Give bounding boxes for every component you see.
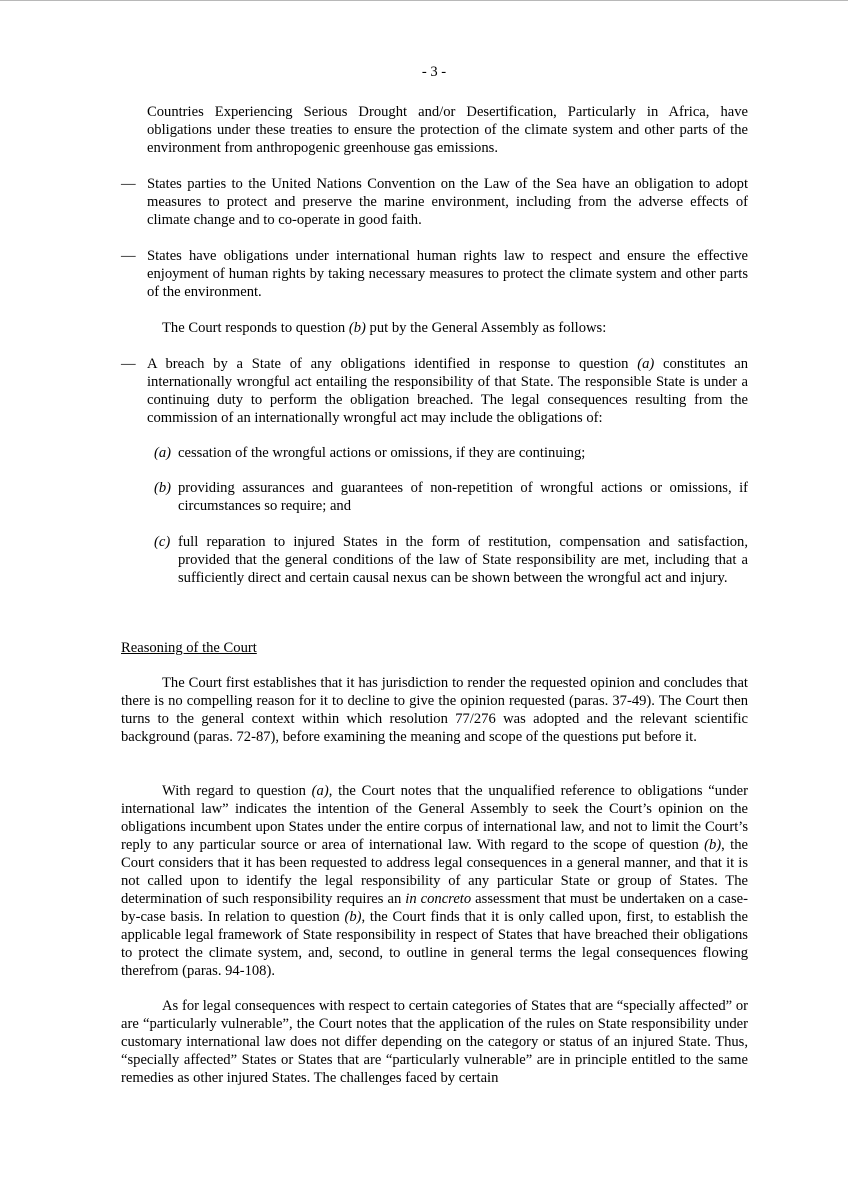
bullet-law-of-sea: States parties to the United Nations Convention on the Law of the Sea have an obligation to adopt measures to protect and preserve the marine environment, including from the adverse effects of climate change and to co-operate in good faith. xyxy=(147,176,748,228)
bullet-breach: A breach by a State of any obligations identified in response to question (a) constitutes an internationally wrongful act entailing the responsibility of that State. The responsible State is under a continuing duty to perform the obligation breached. The legal consequences resulting from the commission of an internationally wrongful act may include the obligations of: xyxy=(147,356,748,426)
bullet-human-rights: States have obligations under international human rights law to respect and ensure the effective enjoyment of human rights by taking necessary measures to protect the climate system and other parts of the environment. xyxy=(147,248,748,300)
subitem-c-label: (c) xyxy=(154,534,171,550)
subitem-a-text: cessation of the wrongful actions or omissions, if they are continuing; xyxy=(178,445,586,461)
page-top-border xyxy=(0,0,848,1)
reasoning-paragraph-2: With regard to question (a), the Court notes that the unqualified reference to obligations “under international law” indicates the intention of the General Assembly to seek the Court’s opinion on the obligations incumbent upon States under the entire corpus of international law, and not to limit the Court’s reply to any particular source or area of international law. With regard to the scope of question (b), the Court considers that it has been requested to address legal consequences in a general manner, and that it is not called upon to identify the legal responsibility of any particular State or group of States. The determination of such responsibility requires an in concreto assessment that must be undertaken on a case-by-case basis. In relation to question (b), the Court finds that it is only called upon, first, to establish the applicable legal framework of State responsibility in respect of States that have breached their obligations to protect the climate system, and, second, to outline in general terms the legal consequences flowing therefrom (paras. 94-108). xyxy=(121,783,749,979)
reasoning-paragraph-3: As for legal consequences with respect to certain categories of States that are “specially affected” or are “particularly vulnerable”, the Court notes that the application of the rules on State responsibility under customary international law does not differ depending on the category or status of an injured State. Thus, “specially affected” States or States that are “particularly vulnerable” are in principle entitled to the same remedies as other injured States. The challenges faced by certain xyxy=(121,998,748,1086)
continued-bullet-text: Countries Experiencing Serious Drought and/or Desertification, Particularly in Africa, have obligations under these treaties to ensure the protection of the climate system and other parts of the environment from anthropogenic greenhouse gas emissions. xyxy=(147,104,748,156)
subitem-b-text: providing assurances and guarantees of non-repetition of wrongful actions or omissions, if circumstances so require; and xyxy=(178,480,748,514)
question-b-intro: The Court responds to question (b) put by the General Assembly as follows: xyxy=(162,320,607,336)
subitem-c-text: full reparation to injured States in the form of restitution, compensation and satisfaction, provided that the general conditions of the law of State responsibility are met, including that a sufficiently direct and certain causal nexus can be shown between the wrongful act and injury. xyxy=(178,534,748,586)
section-heading: Reasoning of the Court xyxy=(121,640,257,656)
bullet-dash: — xyxy=(121,176,136,192)
subitem-a-label: (a) xyxy=(154,445,172,461)
subitem-b-label: (b) xyxy=(154,480,172,496)
page-number: - 3 - xyxy=(421,64,447,80)
bullet-dash: — xyxy=(121,248,136,264)
reasoning-paragraph-1: The Court first establishes that it has jurisdiction to render the requested opinion and concludes that there is no compelling reason for it to decline to give the opinion requested (paras. 37-49). The Court then turns to the general context within which resolution 77/276 was adopted and the relevant scientific background (paras. 72-87), before examining the meaning and scope of the questions put before it. xyxy=(121,675,748,745)
bullet-dash: — xyxy=(121,356,136,372)
